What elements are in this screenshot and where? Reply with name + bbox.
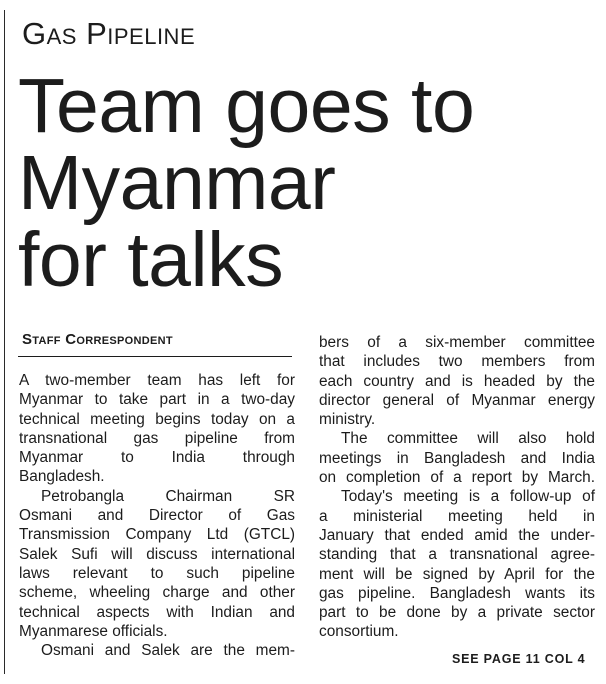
article-line: gas pipeline. Bangladesh wants its — [319, 584, 595, 602]
article-line: The committee will also hold — [341, 430, 595, 448]
headline-line: Team goes to — [18, 63, 475, 149]
article-line: part to be done by a private sector — [319, 604, 595, 622]
article-line: ministry. — [319, 411, 376, 429]
article-column-right — [319, 333, 595, 642]
article-line: ment will be signed by April for the — [319, 565, 595, 583]
article-line: technical aspects with Indian and — [19, 603, 295, 621]
article-line: bers of a six-member committee — [319, 334, 595, 351]
article-line: meetings in Bangladesh and India — [319, 449, 595, 467]
article-line: Petrobangla Chairman SR — [41, 487, 295, 505]
byline-rule — [18, 356, 292, 357]
byline: Staff Correspondent — [22, 331, 173, 348]
continuation-jump: SEE PAGE 11 COL 4 — [452, 652, 586, 666]
article-line: each country and is headed by the — [319, 372, 595, 390]
article-line: Bangladesh. — [19, 468, 105, 486]
article-line: Myanmar to take part in a two-day — [19, 391, 295, 409]
article-line: consortium. — [319, 623, 399, 641]
article-line: Transmission Company Ltd (GTCL) — [19, 526, 295, 544]
headline-line: for talks — [18, 217, 284, 303]
article-line: that includes two members from — [319, 353, 595, 371]
article-line: laws relevant to such pipeline — [19, 564, 295, 582]
article-column-left — [19, 371, 295, 660]
article-line: director general of Myanmar energy — [319, 391, 595, 409]
article-line: on completion of a report by March. — [319, 469, 595, 487]
article-line: A two-member team has left for — [19, 372, 295, 389]
article-line: Osmani and Director of Gas — [19, 507, 295, 525]
article-line: Salek Sufi will discuss international — [19, 545, 295, 563]
article-line: standing that a transnational agree- — [319, 546, 595, 564]
article-line: Myanmar to India through — [19, 449, 295, 467]
article-line: Osmani and Salek are the mem- — [41, 642, 295, 660]
article-line: scheme, wheeling charge and other — [19, 584, 295, 602]
article-line: technical meeting begins today on a — [19, 410, 295, 428]
left-column-rule — [4, 10, 5, 674]
headline-line: Myanmar — [18, 140, 336, 226]
article-line: Myanmarese officials. — [19, 622, 168, 640]
section-kicker: Gas Pipeline — [22, 16, 196, 51]
article-line: Today's meeting is a follow-up of — [341, 488, 595, 506]
article-line: transnational gas pipeline from — [19, 429, 295, 447]
headline — [18, 63, 598, 303]
article-line: a ministerial meeting held in — [319, 507, 595, 525]
article-line: January that ended amid the under- — [319, 526, 595, 544]
